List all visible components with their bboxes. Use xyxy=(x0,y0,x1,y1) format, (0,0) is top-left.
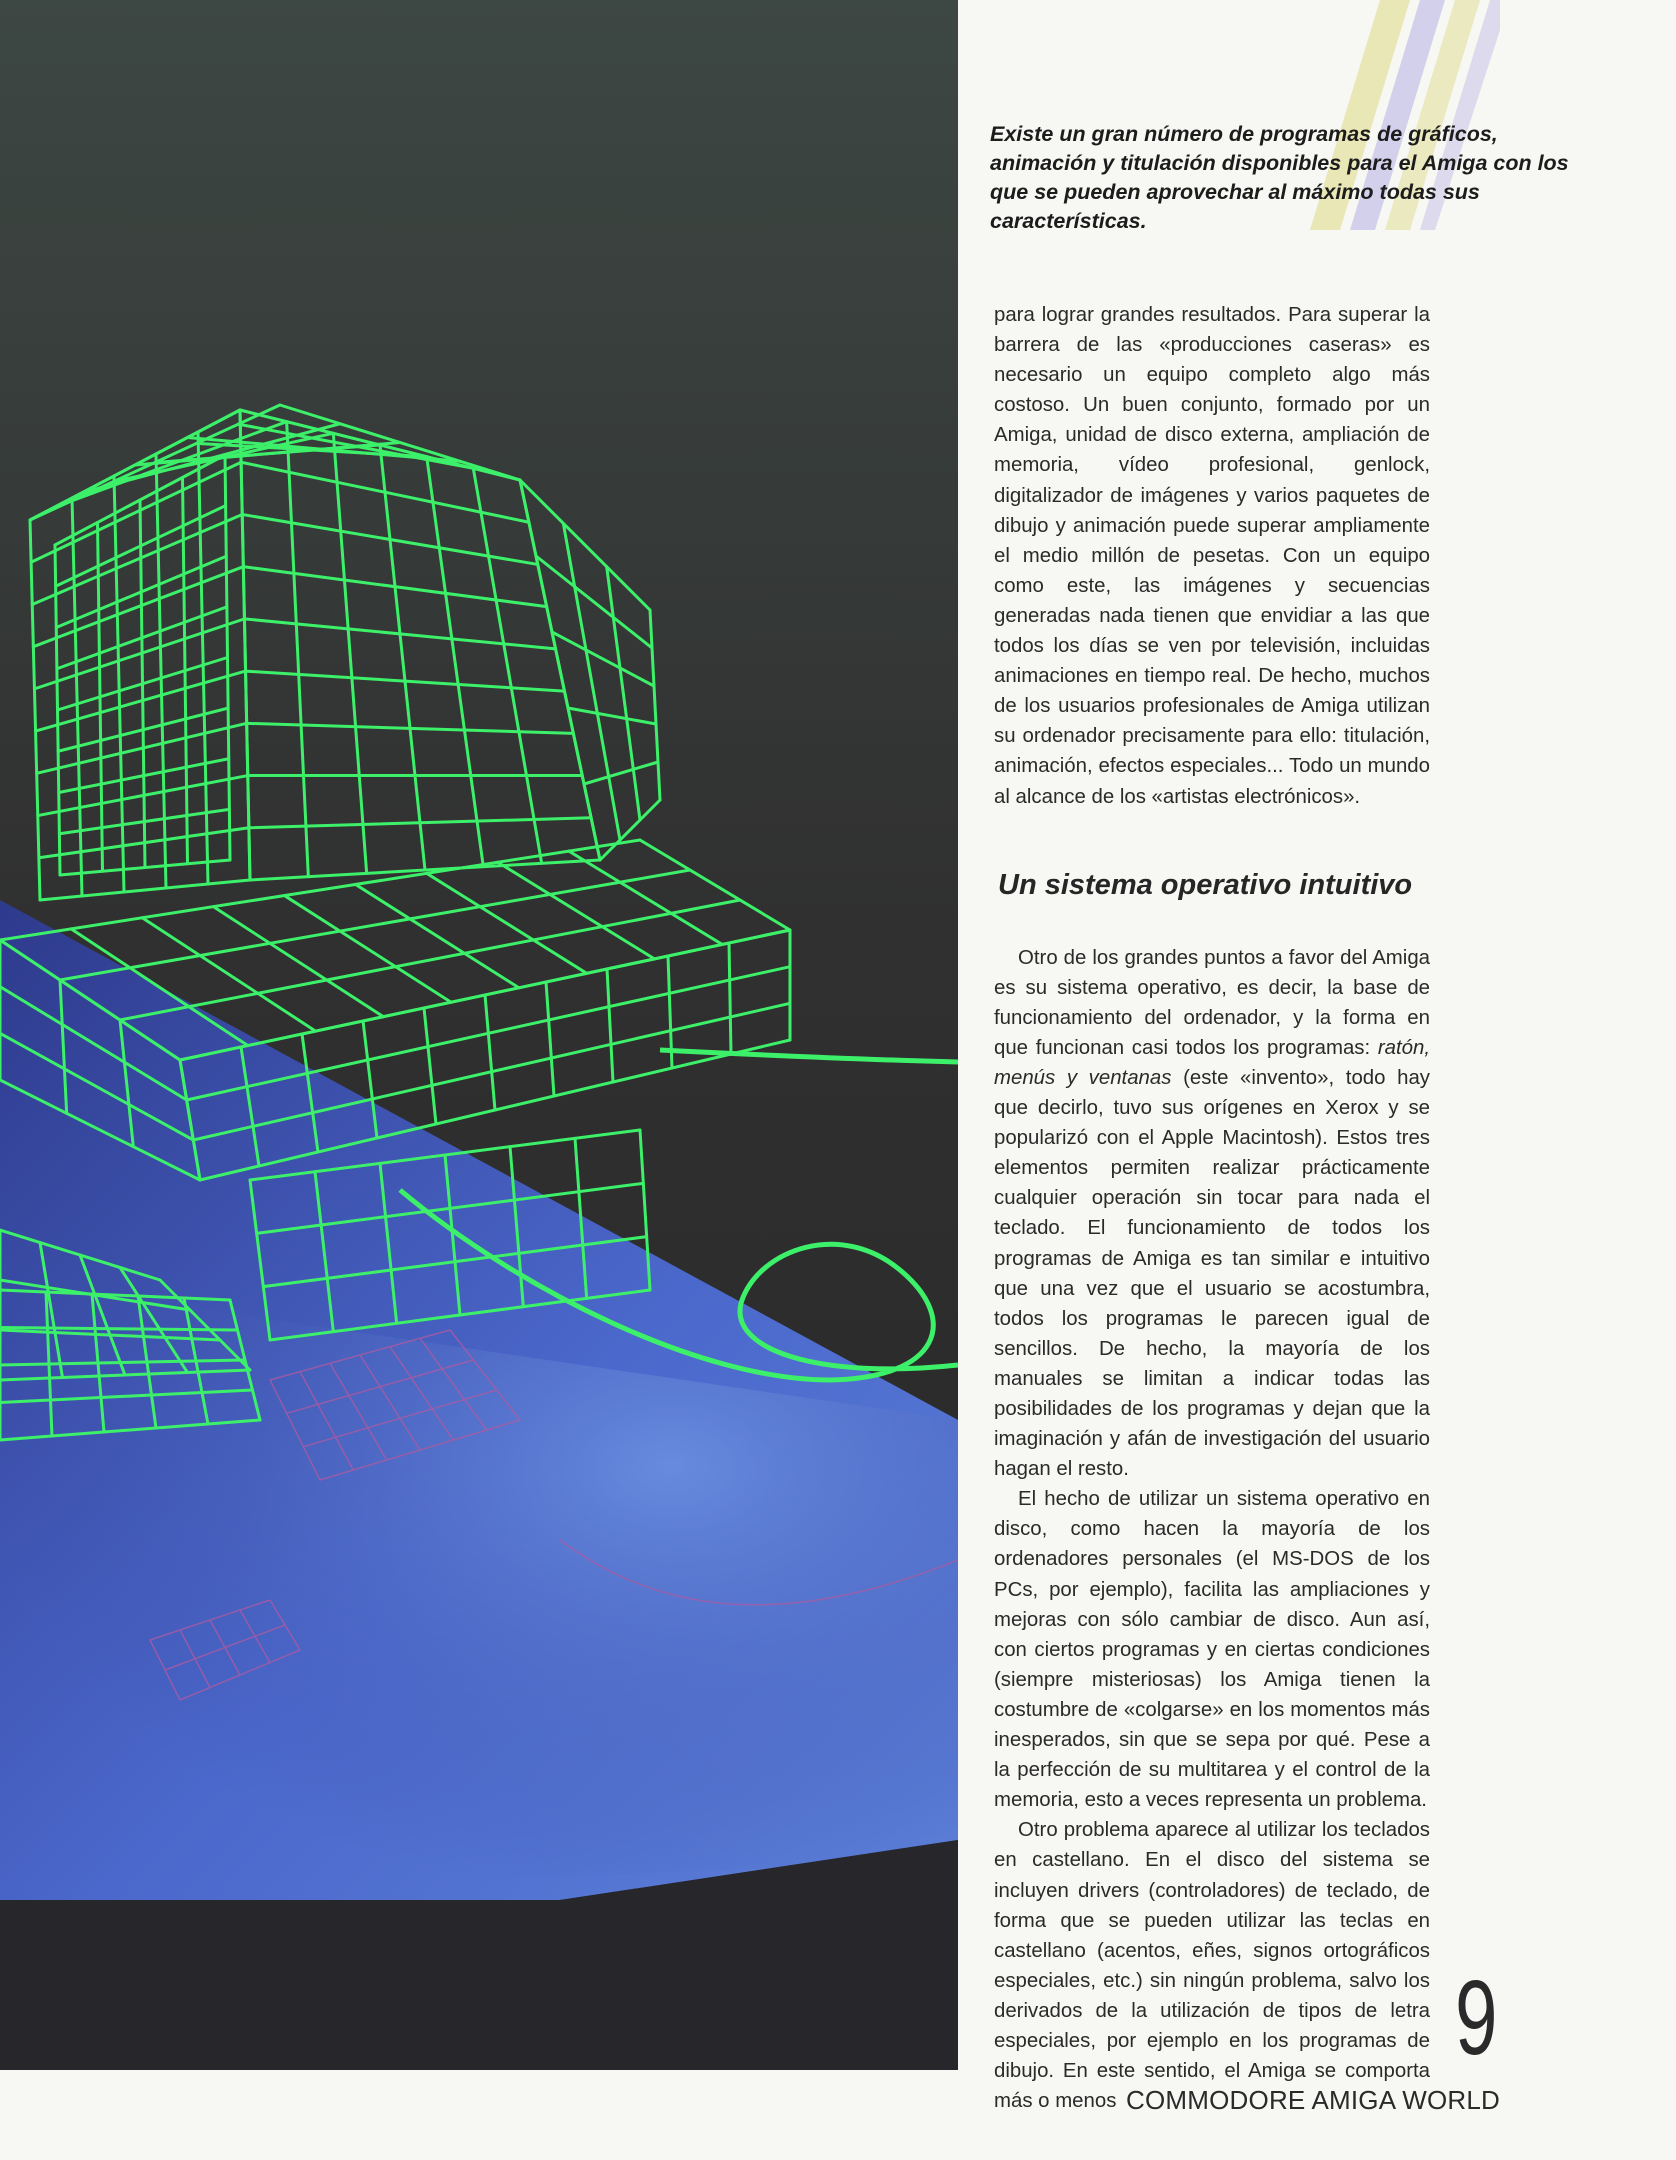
article-column xyxy=(994,300,1430,2116)
body-paragraph-1: Otro de los grandes puntos a favor del Amiga es su sistema operativo, es decir, la base de funcionamiento del ordenador, y la forma en que funcionan casi todos los programas: ratón, menús y ventanas (este «invento», todo hay que decirlo, tuvo sus orígenes en Xerox y se popularizó con el Apple Macintosh). Estos tres elementos permiten realizar prácticamente cualquier operación sin tocar para nada el teclado. El funcionamiento de todos los programas de Amiga es tan similar e intuitivo que una vez que el usuario se acostumbra, todos los programas le parecen igual de sencillos. De hecho, la mayoría de los manuales se limitan a indicar todas las posibilidades de los programas y dejan que la imaginación y afán de investigación del usuario hagan el resto. xyxy=(994,946,1430,1481)
body-paragraph-3: Otro problema aparece al utilizar los teclados en castellano. En el disco del sistema se incluyen drivers (controladores) de teclado, de forma que se pueden utilizar las teclas en castellano (acentos, eñes, signos ortográficos especiales, etc.) sin ningún problema, salvo los derivados de la utilización de tipos de letra especiales, por ejemplo en los programas de dibujo. En este sentido, el Amiga se comporta más o menos xyxy=(994,1819,1430,2113)
photo-caption: Existe un gran número de programas de gráficos, animación y titulación disponibles para el Amiga con los que se pueden aprovechar al máximo todas sus características. xyxy=(990,122,1569,233)
page-number: 9 xyxy=(1455,1959,1498,2077)
body-paragraph-2: El hecho de utilizar un sistema operativo en disco, como hacen la mayoría de los ordenadores personales (el MS-DOS de los PCs, por ejemplo), facilita las ampliaciones y mejoras con sólo cambiar de disco. Aun así, con ciertos programas y en ciertas condiciones (siempre misteriosas) los Amiga tienen la costumbre de «colgarse» en los momentos más inesperados, sin que se sepa por qué. Pese a la perfección de su multitarea y el control de la memoria, esto a veces representa un problema. xyxy=(994,1488,1430,1812)
section-heading: Un sistema operativo intuitivo xyxy=(998,868,1413,901)
intro-paragraph: para lograr grandes resultados. Para superar la barrera de las «producciones caseras» es necesario un equipo completo algo más costoso. Un buen conjunto, formado por un Amiga, unidad de disco externa, ampliación de memoria, vídeo profesional, genlock, digitalizador de imágenes y varios paquetes de dibujo y animación puede superar ampliamente el medio millón de pesetas. Con un equipo como este, las imágenes y secuencias generadas nada tienen que envidiar a las que todos los días se ven por televisión, incluidas animaciones en tiempo real. De hecho, muchos de los usuarios profesionales de Amiga utilizan su ordenador precisamente para ello: titulación, animación, efectos especiales... Todo un mundo al alcance de los «artistas electrónicos». xyxy=(994,304,1430,808)
magazine-footer: COMMODORE AMIGA WORLD xyxy=(1126,2085,1501,2115)
